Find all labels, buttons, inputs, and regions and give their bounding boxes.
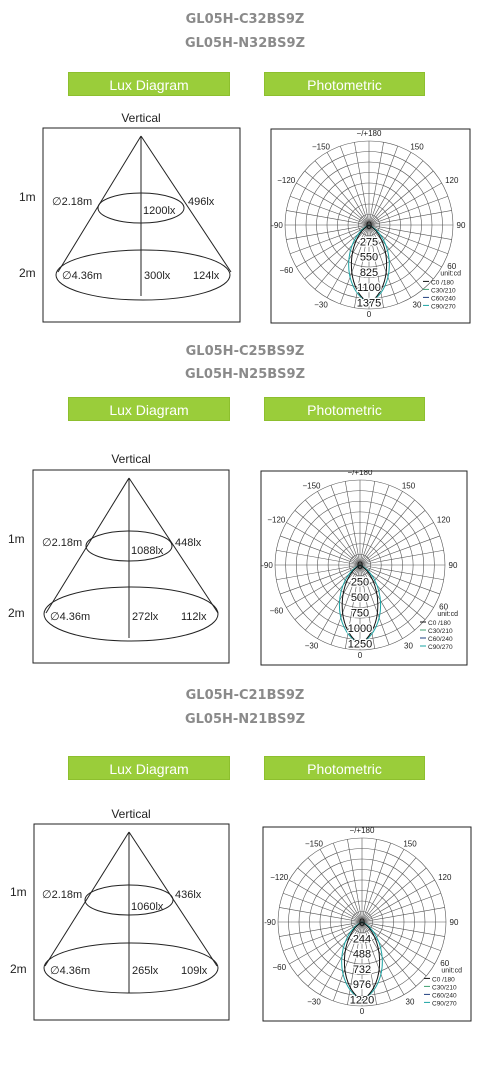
polar-angle-label: −30 — [314, 300, 328, 310]
polar-angle-label: 150 — [403, 839, 417, 849]
legend-entry: C0 /180 — [431, 279, 454, 287]
photometric-button[interactable]: Photometric — [264, 72, 425, 96]
photometric-polar-2 — [260, 470, 468, 666]
polar-ring-value: 550 — [359, 251, 379, 264]
product-2-title-1: GL05H-C25BS9Z — [185, 344, 305, 359]
product-1-title-1: GL05H-C32BS9Z — [185, 12, 305, 27]
polar-unit-label: unit:cd — [437, 611, 458, 618]
height-2m: 2m — [8, 606, 25, 620]
lux-diagram-1 — [0, 108, 250, 328]
height-2m: 2m — [10, 962, 27, 976]
legend-entry: C60/240 — [431, 295, 456, 303]
polar-angle-label: −120 — [270, 873, 289, 882]
polar-angle-label: −150 — [304, 839, 324, 849]
polar-center-value: 0 — [356, 560, 364, 572]
polar-angle-label: -90 — [264, 918, 276, 927]
height-1m: 1m — [8, 532, 25, 546]
product-3-title-2: GL05H-N21BS9Z — [184, 712, 306, 727]
polar-angle-label: −/+180 — [349, 826, 375, 835]
photometric-polar-3 — [262, 826, 472, 1022]
diameter-1m: ∅2.18m — [42, 889, 83, 901]
legend-entry: C60/240 — [428, 636, 453, 643]
polar-angle-label: −60 — [279, 266, 294, 275]
polar-angle-label: −150 — [311, 142, 331, 152]
legend-entry: C30/210 — [432, 984, 457, 992]
diameter-2m: ∅4.36m — [50, 965, 91, 977]
cone-right-edge — [141, 136, 231, 272]
lux-frame — [34, 824, 229, 1020]
lux-diagram-2 — [0, 448, 250, 668]
lux-edge-2m: 112lx — [181, 611, 207, 623]
height-1m: 1m — [19, 190, 36, 204]
polar-angle-label: 60 — [439, 602, 449, 612]
polar-angle-label: −120 — [277, 176, 296, 185]
polar-angle-label: 60 — [447, 262, 457, 271]
polar-angle-label: 120 — [438, 873, 452, 882]
legend-entry: C30/210 — [428, 628, 453, 635]
height-2m: 2m — [19, 266, 36, 280]
lux-diagram-button[interactable]: Lux Diagram — [68, 397, 230, 421]
polar-center-value: 0 — [365, 220, 373, 232]
polar-angle-label: −60 — [269, 606, 284, 616]
product-3-title-1: GL05H-C21BS9Z — [185, 688, 305, 703]
lux-frame — [33, 470, 229, 663]
polar-unit-label: unit:cd — [440, 270, 461, 278]
diameter-1m: ∅2.18m — [52, 196, 93, 208]
polar-angle-label: 90 — [448, 561, 458, 570]
lux-center-2m: 265lx — [132, 965, 159, 977]
polar-ring-value: 1220 — [349, 994, 375, 1007]
legend-entry: C0 /180 — [432, 976, 455, 984]
polar-ring-value: 500 — [350, 591, 370, 604]
diameter-1m: ∅2.18m — [42, 537, 83, 549]
lux-center-2m: 300lx — [144, 270, 171, 282]
polar-angle-label: −/+180 — [356, 129, 382, 138]
photometric-button[interactable]: Photometric — [264, 397, 425, 421]
polar-ring-value: 250 — [350, 576, 370, 589]
diameter-2m: ∅4.36m — [62, 270, 103, 282]
legend-entry: C30/210 — [431, 287, 456, 295]
lux-edge-1m: 448lx — [175, 537, 202, 549]
polar-center-value: 0 — [358, 917, 366, 929]
polar-ring-value: 750 — [350, 607, 370, 620]
polar-angle-label: 30 — [405, 997, 415, 1007]
polar-angle-label: 90 — [449, 918, 459, 927]
polar-ring-value: 1100 — [357, 282, 381, 295]
height-1m: 1m — [10, 885, 27, 899]
polar-angle-label: −/+180 — [347, 470, 373, 477]
lux-center-1m: 1088lx — [131, 545, 164, 557]
photometric-button[interactable]: Photometric — [264, 756, 425, 780]
polar-unit-label: unit:cd — [441, 967, 462, 975]
polar-angle-label: 150 — [410, 142, 424, 152]
diameter-2m: ∅4.36m — [50, 611, 91, 623]
polar-ring-value: 1250 — [347, 638, 373, 651]
vertical-label: Vertical — [121, 111, 161, 125]
polar-angle-label: −120 — [267, 515, 286, 525]
lux-edge-2m: 109lx — [181, 965, 208, 977]
lux-center-1m: 1200lx — [143, 205, 176, 217]
polar-ring-value: 275 — [359, 236, 379, 249]
polar-angle-label: -90 — [261, 561, 273, 570]
lux-center-2m: 272lx — [132, 611, 159, 623]
polar-angle-label: 120 — [436, 515, 451, 525]
polar-angle-label: 0 — [359, 1007, 365, 1016]
polar-angle-label: 0 — [366, 310, 372, 319]
legend-entry: C90/270 — [432, 1000, 457, 1008]
polar-ring-value: 1000 — [347, 622, 373, 635]
product-2-title-2: GL05H-N25BS9Z — [184, 367, 306, 382]
polar-angle-label: 0 — [357, 651, 363, 660]
polar-angle-label: −60 — [272, 963, 287, 972]
polar-ring-value: 976 — [352, 979, 372, 992]
polar-angle-label: -90 — [271, 221, 283, 230]
polar-angle-label: −150 — [302, 481, 321, 491]
polar-angle-label: 120 — [445, 176, 459, 185]
polar-angle-label: 30 — [412, 300, 422, 310]
lux-diagram-3 — [0, 803, 250, 1023]
polar-ring-value: 825 — [359, 266, 379, 279]
polar-angle-label: 30 — [404, 641, 413, 651]
polar-ring-value: 244 — [352, 933, 372, 946]
legend-entry: C90/270 — [428, 644, 453, 651]
polar-ring-value: 1375 — [356, 297, 382, 310]
lux-edge-1m: 496lx — [188, 196, 215, 208]
photometric-polar-1 — [270, 128, 471, 324]
vertical-label: Vertical — [111, 807, 151, 821]
legend-entry: C0 /180 — [428, 620, 451, 627]
vertical-label: Vertical — [111, 452, 151, 466]
polar-angle-label: 150 — [401, 481, 416, 491]
polar-angle-label: −30 — [304, 641, 319, 651]
lux-edge-1m: 436lx — [175, 889, 202, 901]
lux-diagram-button[interactable]: Lux Diagram — [68, 72, 230, 96]
polar-angle-label: 90 — [456, 221, 466, 230]
lux-diagram-button[interactable]: Lux Diagram — [68, 756, 230, 780]
polar-angle-label: −30 — [307, 997, 321, 1007]
lux-center-1m: 1060lx — [131, 901, 164, 913]
legend-entry: C60/240 — [432, 992, 457, 1000]
polar-angle-label: 60 — [440, 959, 450, 968]
legend-entry: C90/270 — [431, 303, 456, 311]
polar-ring-value: 732 — [352, 963, 372, 976]
lux-edge-2m: 124lx — [193, 270, 220, 282]
polar-ring-value: 488 — [352, 948, 372, 961]
product-1-title-2: GL05H-N32BS9Z — [184, 36, 306, 51]
